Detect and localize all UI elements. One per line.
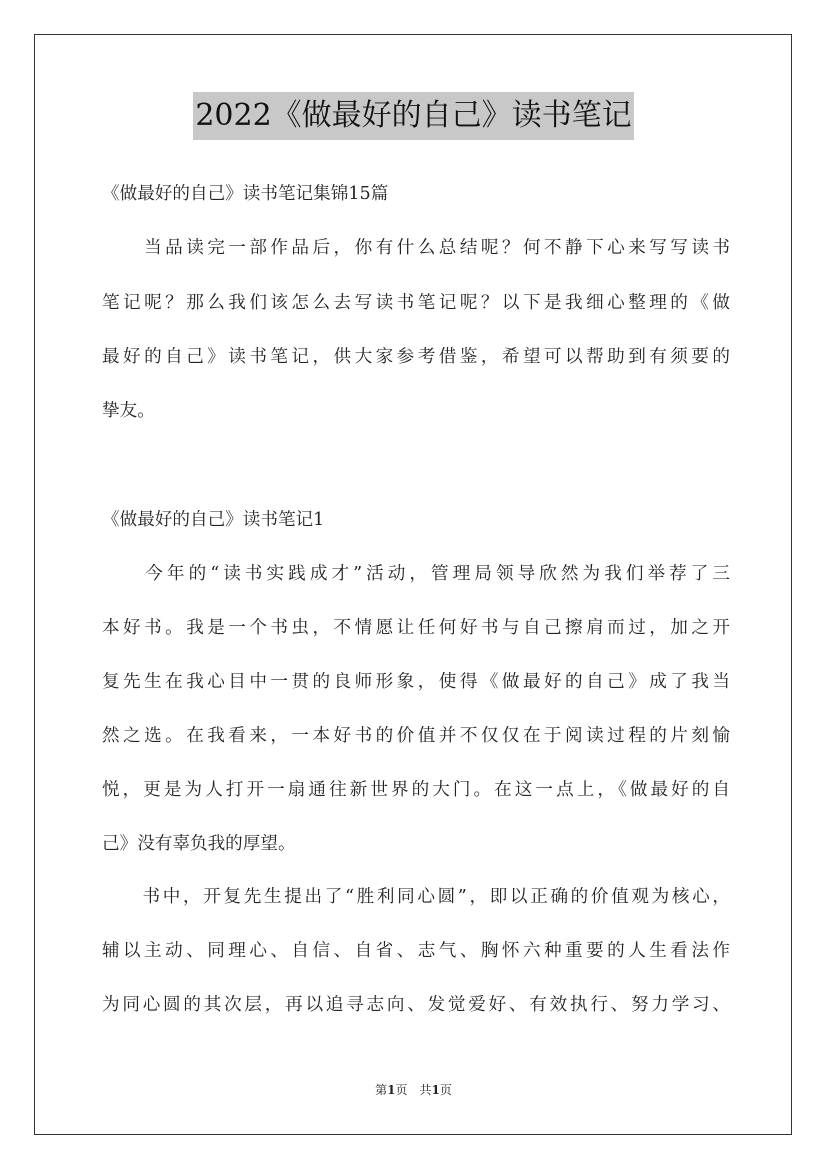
footer-page-mid: 页 共: [395, 1083, 432, 1097]
document-subtitle: 《做最好的自己》读书笔记集锦15篇: [102, 184, 389, 204]
page-footer: [0, 1080, 827, 1100]
paragraph-line: 本好书。我是一个书虫，不情愿让任何好书与自己擦肩而过，加之开: [102, 618, 730, 638]
intro-line-1: 当品读完一部作品后，你有什么总结呢？何不静下心来写写读书: [102, 238, 730, 258]
intro-line-3: 最好的自己》读书笔记，供大家参考借鉴，希望可以帮助到有须要的: [102, 347, 730, 367]
section-heading: 《做最好的自己》读书笔记1: [102, 510, 325, 530]
footer-page-suffix: 页: [439, 1083, 452, 1097]
paragraph-line: 辅以主动、同理心、自信、自省、志气、胸怀六种重要的人生看法作: [102, 941, 730, 961]
paragraph-line: 为同心圆的其次层，再以追寻志向、发觉爱好、有效执行、努力学习、: [102, 995, 730, 1015]
paragraph-line: 今年的“读书实践成才”活动，管理局领导欣然为我们举荐了三: [102, 564, 730, 584]
footer-page-prefix: 第: [375, 1083, 388, 1097]
footer-page-number: 1: [387, 1083, 396, 1097]
title-container: [0, 92, 827, 140]
intro-line-4: 挚友。: [102, 401, 155, 421]
document-title: 2022《做最好的自己》读书笔记: [193, 92, 633, 140]
paragraph-line: 书中，开复先生提出了“胜利同心圆”，即以正确的价值观为核心，: [102, 887, 730, 907]
paragraph-line: 己》没有辜负我的厚望。: [102, 834, 296, 854]
footer-page-total: 1: [431, 1083, 440, 1097]
paragraph-line: 复先生在我心目中一贯的良师形象，使得《做最好的自己》成了我当: [102, 672, 730, 692]
paragraph-line: 然之选。在我看来，一本好书的价值并不仅仅在于阅读过程的片刻愉: [102, 726, 730, 746]
paragraph-line: 悦，更是为人打开一扇通往新世界的大门。在这一点上，《做最好的自: [102, 780, 730, 800]
intro-line-2: 笔记呢？那么我们该怎么去写读书笔记呢？以下是我细心整理的《做: [102, 293, 730, 313]
